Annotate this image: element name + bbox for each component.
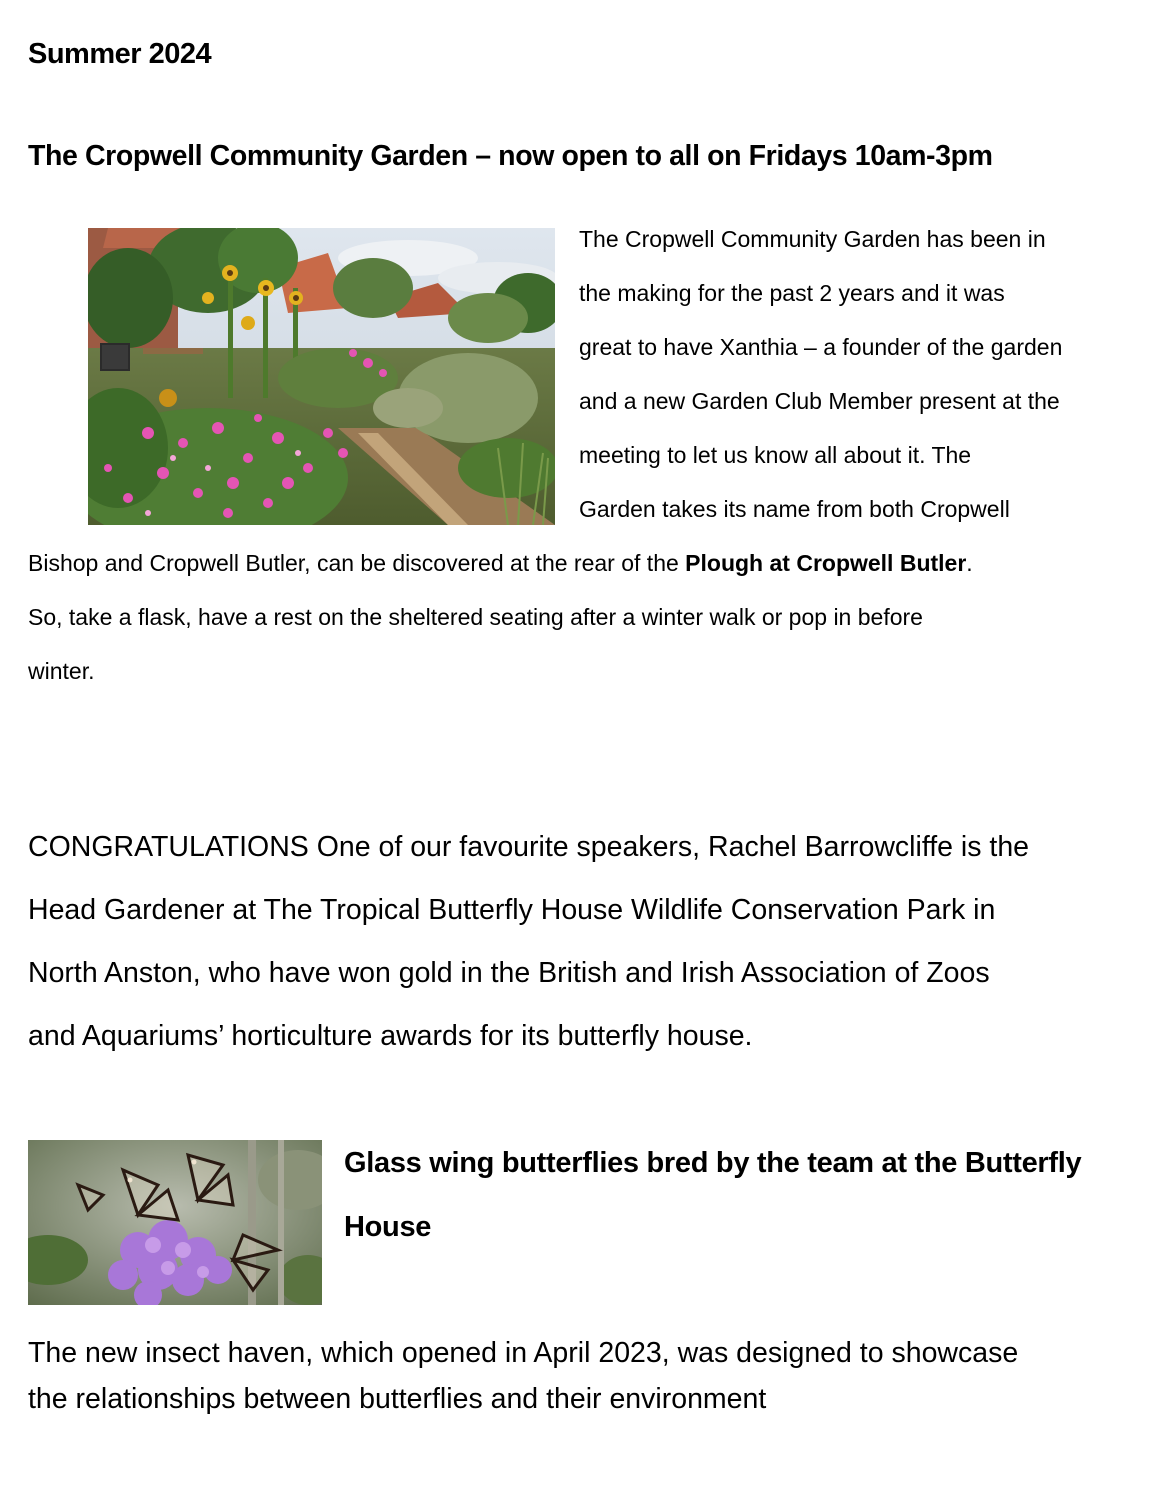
body-line: and a new Garden Club Member present at the [579,388,1060,414]
body-line: The Cropwell Community Garden has been in [579,226,1046,252]
body-line: Garden takes its name from both Cropwell [579,496,1010,522]
location-text: Bishop and Cropwell Butler, can be discovered at the rear of the [28,550,686,576]
closing-line: The new insect haven, which opened in April 2023, was designed to showcase [28,1337,1019,1369]
caption-line: Glass wing butterflies bred by the team at the Butterfly [344,1147,1082,1179]
body-line: meeting to let us know all about it. The [579,442,972,468]
congrats-line: North Anston, who have won gold in the British and Irish Association of Zoos [28,957,990,989]
congratulations-paragraph [28,816,1158,1068]
congrats-line: and Aquariums’ horticulture awards for its butterfly house. [28,1020,753,1052]
congrats-line: CONGRATULATIONS One of our favourite speakers, Rachel Barrowcliffe is the [28,831,1030,863]
location-period: . [966,550,973,576]
insect-haven-paragraph [28,1330,1158,1422]
butterfly-photo [28,1140,322,1305]
body-line: winter. [28,658,95,684]
body-line-location [28,536,1168,590]
garden-article-headline: The Cropwell Community Garden – now open to all on Fridays 10am-3pm [28,140,993,172]
body-line: great to have Xanthia – a founder of the garden [579,334,1063,360]
body-line: So, take a flask, have a rest on the sheltered seating after a winter walk or pop in before [28,604,923,630]
congrats-line: Head Gardener at The Tropical Butterfly House Wildlife Conservation Park in [28,894,996,926]
garden-article-body [28,212,1168,698]
closing-line: the relationships between butterflies and their environment [28,1383,767,1415]
season-heading: Summer 2024 [28,38,212,70]
caption-line: House [344,1211,432,1243]
location-bold: Plough at Cropwell Butler [685,550,967,576]
butterfly-caption [344,1131,1164,1259]
body-line: the making for the past 2 years and it was [579,280,1005,306]
